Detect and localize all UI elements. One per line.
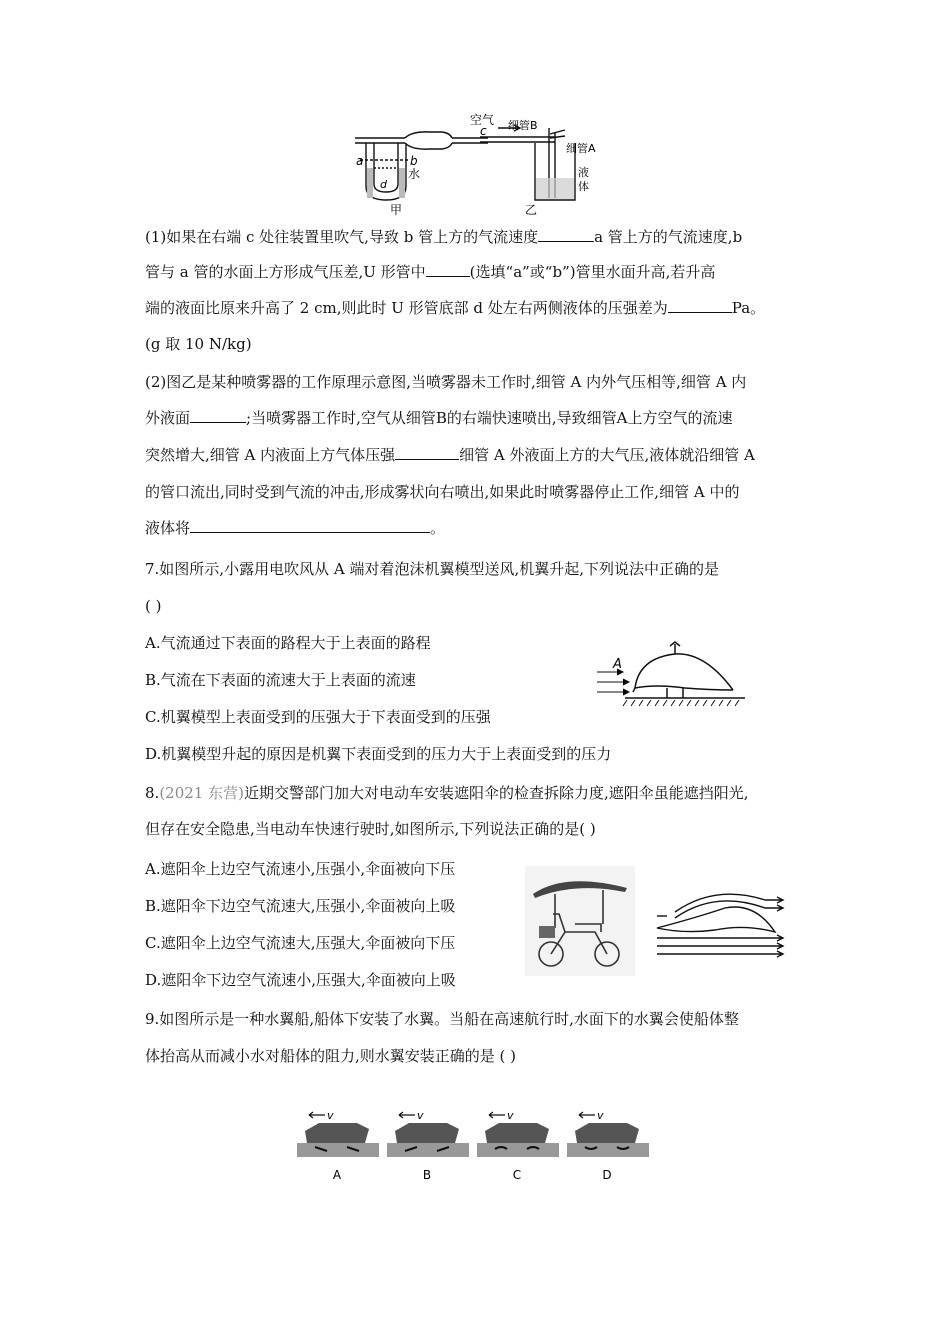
q8-option-a[interactable]: A.遮阳伞上边空气流速小,压强小,伞面被向下压 — [145, 860, 456, 878]
option-label-b: B — [422, 1168, 432, 1182]
text: 液体将 — [145, 519, 191, 537]
text: a 管上方的气流速度,b — [594, 228, 743, 246]
answer-blank[interactable] — [190, 408, 246, 423]
u-tube-diagram — [355, 132, 488, 200]
label-tube-b: 细管B — [508, 119, 538, 132]
q8-option-b[interactable]: B.遮阳伞下边空气流速大,压强小,伞面被向上吸 — [145, 897, 456, 915]
label-liquid-1: 液 — [578, 166, 589, 179]
label-c: c — [480, 124, 487, 138]
q9-stem-line1: 9.如图所示是一种水翼船,船体下安装了水翼。当船在高速航行时,水面下的水翼会使船体整 — [145, 1010, 739, 1028]
q6-p2-line2 — [145, 408, 732, 428]
e-bike-umbrella-photo — [525, 866, 635, 976]
caption-jia: 甲 — [390, 203, 403, 217]
label-air: 空气 — [470, 113, 495, 127]
q7-option-a[interactable]: A.气流通过下表面的路程大于上表面的路程 — [145, 634, 431, 652]
option-label-d: D — [602, 1168, 612, 1182]
q7-stem: 7.如图所示,小露用电吹风从 A 端对着泡沫机翼模型送风,机翼升起,下列说法中正确的是 — [145, 560, 719, 578]
text: (1)如果在右端 c 处往装置里吹气,导致 b 管上方的气流速度 — [145, 228, 539, 246]
text: 管与 a 管的水面上方形成气压差,U 形管中 — [145, 263, 426, 281]
q6-p2-line5 — [145, 518, 445, 538]
label-a: a — [356, 154, 364, 168]
text: Pa。 — [731, 299, 766, 317]
text: 突然增大,细管 A 内液面上方气体压强 — [145, 446, 396, 464]
label-tube-a: 细管A — [566, 142, 596, 155]
q8-stem-line2: 但存在安全隐患,当电动车快速行驶时,如图所示,下列说法正确的是( ) — [145, 820, 596, 838]
hydrofoil-options-figure — [297, 1105, 657, 1185]
answer-blank[interactable] — [668, 298, 732, 313]
boat-option-c — [477, 1109, 559, 1182]
q7-option-c[interactable]: C.机翼模型上表面受到的压强大于下表面受到的压强 — [145, 708, 491, 726]
text: ;当喷雾器工作时,空气从细管B的右端快速喷出,导致细管A上方空气的流速 — [246, 409, 733, 427]
svg-text:v: v — [417, 1109, 424, 1122]
text: 近期交警部门加大对电动车安装遮阳伞的检查拆除力度,遮阳伞虽能遮挡阳光, — [243, 784, 749, 802]
q6-p1-line4: (g 取 10 N/kg) — [145, 335, 252, 353]
q8-option-d[interactable]: D.遮阳伞下边空气流速小,压强大,伞面被向上吸 — [145, 971, 456, 989]
q8-option-c[interactable]: C.遮阳伞上边空气流速大,压强大,伞面被向下压 — [145, 934, 456, 952]
q6-p1-line2 — [145, 262, 715, 282]
q8-source: (2021 东营) — [159, 784, 244, 802]
caption-yi: 乙 — [525, 203, 538, 217]
boat-option-a — [297, 1109, 379, 1182]
option-label-a: A — [332, 1168, 342, 1182]
q6-p2-line3 — [145, 445, 755, 465]
text: 。 — [430, 519, 446, 537]
text: 端的液面比原来升高了 2 cm,则此时 U 形管底部 d 处左右两侧液体的压强差为 — [145, 299, 668, 317]
svg-text:v: v — [597, 1109, 604, 1122]
wing-model-figure — [595, 640, 745, 720]
q6-p1-line3 — [145, 298, 765, 318]
svg-text:v: v — [327, 1109, 334, 1122]
answer-blank[interactable] — [538, 227, 594, 242]
text: 细管 A 外液面上方的大气压,液体就沿细管 A — [459, 446, 755, 464]
q7-option-b[interactable]: B.气流在下表面的流速大于上表面的流速 — [145, 671, 416, 689]
text: (选填“a”或“b”)管里水面升高,若升高 — [469, 263, 716, 281]
wing-label-a: A — [613, 657, 622, 672]
q6-p2-line4: 的管口流出,同时受到气流的冲击,形成雾状向右喷出,如果此时喷雾器停止工作,细管 A 中的 — [145, 483, 740, 501]
boat-option-b — [387, 1109, 469, 1182]
q8-stem-line1 — [145, 783, 749, 803]
answer-blank[interactable] — [190, 518, 430, 533]
option-label-c: C — [512, 1168, 522, 1182]
label-b: b — [410, 154, 418, 168]
label-water: 水 — [408, 167, 421, 181]
svg-text:v: v — [507, 1109, 514, 1122]
q6-p1-line1 — [145, 227, 742, 247]
q7-option-d[interactable]: D.机翼模型升起的原因是机翼下表面受到的压力大于上表面受到的压力 — [145, 745, 612, 763]
label-liquid-2: 体 — [578, 180, 589, 193]
label-d: d — [380, 178, 387, 191]
umbrella-airflow-diagram — [655, 888, 795, 968]
q9-stem-line2: 体抬高从而减小水对船体的阻力,则水翼安装正确的是 ( ) — [145, 1047, 517, 1065]
q6-p2-line1: (2)图乙是某种喷雾器的工作原理示意图,当喷雾器未工作时,细管 A 内外气压相等,细管 A 内 — [145, 373, 747, 391]
answer-blank[interactable] — [395, 445, 459, 460]
boat-option-d — [567, 1109, 649, 1182]
figure-u-tube-and-sprayer — [350, 108, 610, 218]
q7-answer-paren[interactable]: ( ) — [145, 597, 162, 615]
text: 外液面 — [145, 409, 191, 427]
q8-number: 8. — [145, 784, 160, 802]
answer-blank[interactable] — [426, 262, 470, 277]
